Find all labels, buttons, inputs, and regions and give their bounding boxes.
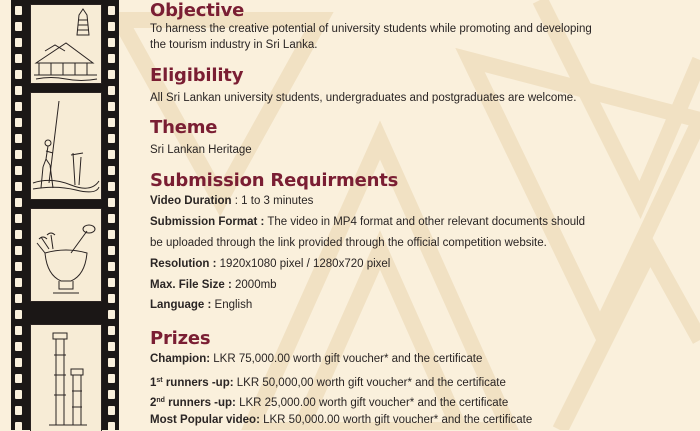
film-perforation [108, 262, 115, 271]
temple-illustration [31, 5, 101, 83]
file-size-row [150, 278, 277, 293]
film-frame-stilt-fisherman [30, 92, 102, 200]
film-perforation [15, 246, 22, 255]
film-perforation [108, 390, 115, 399]
video-duration-value: : 1 to 3 minutes [231, 195, 314, 207]
film-perforation [108, 198, 115, 207]
film-frame-temple [30, 4, 102, 84]
film-perforation [15, 150, 22, 159]
first-place-suffix: st [156, 377, 163, 384]
film-perforation [108, 118, 115, 127]
film-perforation [15, 294, 22, 303]
first-place-number: 1 [150, 377, 157, 389]
film-perforation [15, 390, 22, 399]
film-perforation [15, 310, 22, 319]
film-perforation [108, 54, 115, 63]
film-perforation [15, 374, 22, 383]
champion-row [150, 352, 482, 367]
film-perforation [108, 294, 115, 303]
second-runner-up-label [150, 397, 236, 409]
champion-label: Champion: [150, 353, 211, 365]
film-perforation [15, 198, 22, 207]
film-perforation [108, 358, 115, 367]
file-size-value: 2000mb [231, 279, 277, 291]
film-perforation [15, 6, 22, 15]
second-place-suffix: nd [156, 397, 165, 404]
film-perforation [15, 86, 22, 95]
theme-text: Sri Lankan Heritage [150, 144, 252, 156]
file-size-label: Max. File Size : [150, 279, 232, 291]
pillars-illustration [31, 325, 101, 431]
film-perforation [15, 326, 22, 335]
film-perforation [15, 134, 22, 143]
video-duration-label: Video Duration [150, 195, 232, 207]
film-frame-pillars [30, 324, 102, 431]
prizes-heading: Prizes [150, 328, 211, 349]
most-popular-value: LKR 50,000.00 worth gift voucher* and the certificate [259, 414, 533, 426]
film-perforation [108, 246, 115, 255]
film-perforation [108, 166, 115, 175]
first-runner-up-label [150, 377, 234, 389]
film-perforation [15, 182, 22, 191]
submission-format-label: Submission Format : [150, 216, 265, 228]
second-place-number: 2 [150, 397, 157, 409]
film-perforation [108, 278, 115, 287]
film-frame-mortar-pestle [30, 208, 102, 302]
submission-format-row-2: be uploaded through the link provided through the official competition website. [150, 237, 547, 249]
film-perforation [15, 230, 22, 239]
language-value: English [211, 299, 253, 311]
eligibility-heading: Eligibility [150, 65, 244, 86]
submission-format-value: The video in MP4 format and other relevant documents should [264, 216, 586, 228]
film-perforation [108, 102, 115, 111]
eligibility-text: All Sri Lankan university students, undergraduates and postgraduates are welcome. [150, 92, 577, 104]
film-perforation [15, 262, 22, 271]
film-perforation [108, 214, 115, 223]
film-perforation [108, 134, 115, 143]
video-duration-row [150, 194, 313, 209]
film-perforation [15, 118, 22, 127]
second-runner-up-value: LKR 25,000.00 worth gift voucher* and the certificate [235, 397, 509, 409]
objective-heading: Objective [150, 0, 245, 21]
film-perforation [15, 214, 22, 223]
film-perforation [108, 182, 115, 191]
second-runner-up-row [150, 393, 508, 411]
film-perforation [108, 38, 115, 47]
film-perforation [108, 70, 115, 79]
film-perforation [15, 358, 22, 367]
second-runner-up-text: runners -up: [164, 397, 236, 409]
resolution-label: Resolution : [150, 258, 217, 270]
film-perforation [15, 342, 22, 351]
film-perforation [108, 342, 115, 351]
film-perforation [108, 6, 115, 15]
film-perforation [15, 406, 22, 415]
film-strip [11, 0, 119, 430]
film-perforation [15, 70, 22, 79]
language-row [150, 298, 252, 313]
film-perforation [108, 22, 115, 31]
mortar-pestle-illustration [31, 209, 101, 301]
resolution-value: 1920x1080 pixel / 1280x720 pixel [216, 258, 391, 270]
stilt-fisherman-illustration [31, 93, 101, 199]
submission-format-row [150, 215, 585, 230]
film-perforation [108, 326, 115, 335]
objective-text-line1: To harness the creative potential of university students while promoting and developing [150, 23, 592, 35]
film-perforation [108, 406, 115, 415]
resolution-row [150, 257, 390, 272]
film-perforation [108, 310, 115, 319]
most-popular-label: Most Popular video: [150, 414, 260, 426]
film-perforation [15, 166, 22, 175]
film-perforation [108, 150, 115, 159]
film-perforation [15, 278, 22, 287]
language-label: Language : [150, 299, 212, 311]
film-perforation [15, 102, 22, 111]
film-perforation [15, 22, 22, 31]
first-runner-up-value: LKR 50,000,00 worth gift voucher* and the certificate [233, 377, 506, 389]
film-perforation [108, 374, 115, 383]
film-perforation [15, 54, 22, 63]
film-perforation [108, 86, 115, 95]
film-perforation [108, 230, 115, 239]
objective-text-line2: the tourism industry in Sri Lanka. [150, 39, 318, 51]
theme-heading: Theme [150, 117, 218, 138]
film-perforation [15, 38, 22, 47]
submission-heading: Submission Requirments [150, 170, 399, 191]
first-runner-up-row [150, 373, 506, 391]
most-popular-row [150, 413, 532, 428]
first-runner-up-text: runners -up: [162, 377, 234, 389]
champion-value: LKR 75,000.00 worth gift voucher* and the certificate [210, 353, 483, 365]
